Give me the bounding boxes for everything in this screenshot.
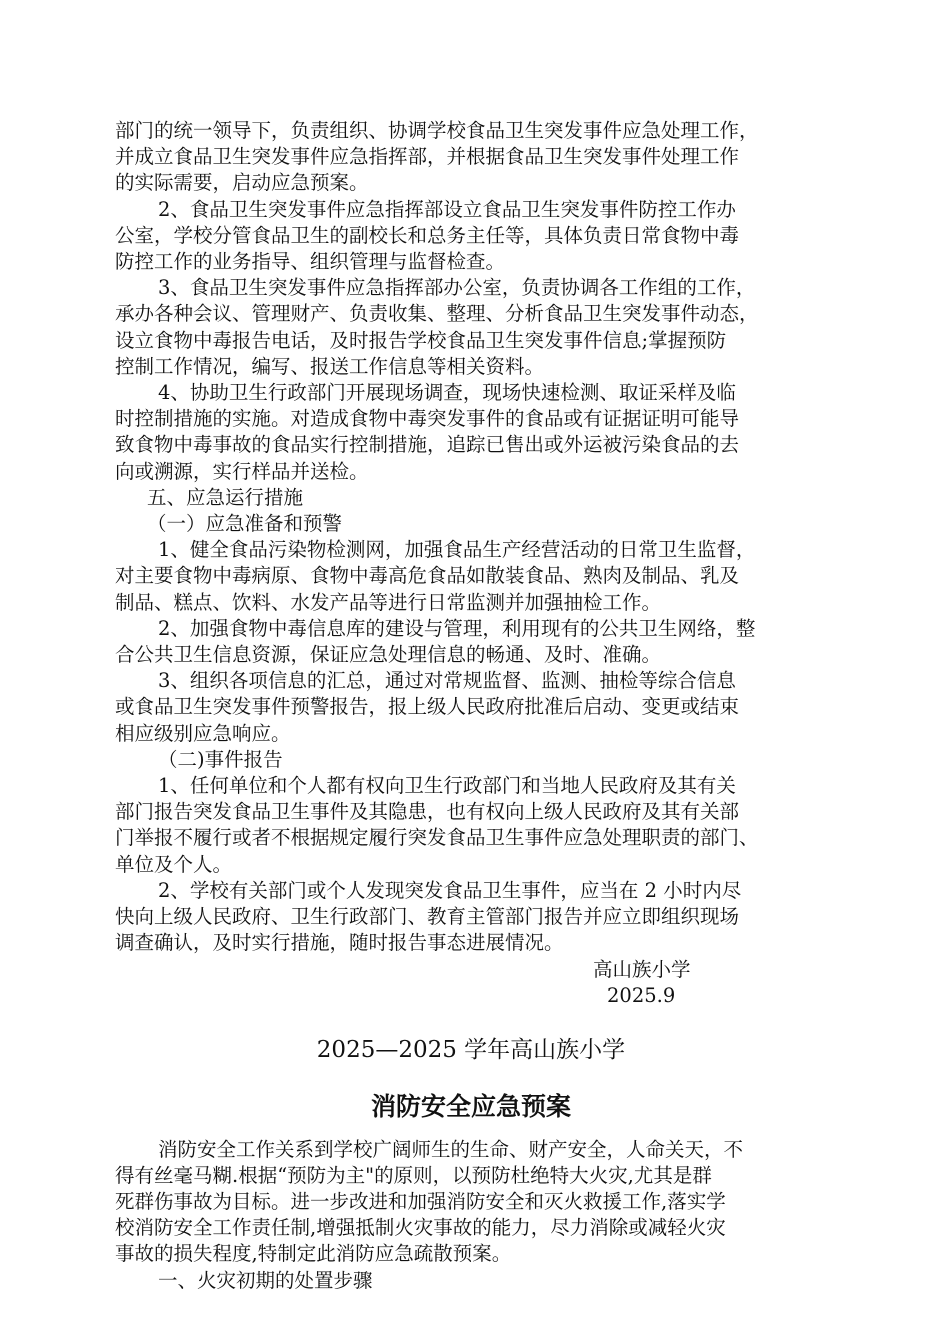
- text-line: 4、协助卫生行政部门开展现场调查，现场快速检测、取证采样及临: [158, 381, 736, 405]
- text-line: 承办各种会议、管理财产、负责收集、整理、分析食品卫生突发事件动态，: [115, 302, 759, 326]
- text-line: 相应级别应急响应。: [115, 721, 291, 745]
- text-line: 防控工作的业务指导、组织管理与监督检查。: [115, 250, 506, 274]
- paragraph-reporting-deadline: [115, 878, 845, 957]
- heading-text: 五、应急运行措施: [147, 485, 304, 509]
- text-line: 消防安全工作关系到学校广阔师生的生命、财产安全，人命关天，不: [158, 1137, 744, 1161]
- text-line: 制品、糕点、饮料、水发产品等进行日常监测并加强抽检工作。: [115, 590, 662, 614]
- document-page: [115, 118, 845, 1294]
- text-line: 事故的损失程度,特制定此消防应急疏散预案。: [115, 1242, 512, 1266]
- text-line: 对主要食物中毒病原、食物中毒高危食品如散装食品、熟肉及制品、乳及: [115, 564, 740, 588]
- text-line: 的实际需要，启动应急预案。: [115, 171, 369, 195]
- text-line: 1、任何单位和个人都有权向卫生行政部门和当地人民政府及其有关: [158, 774, 736, 798]
- heading-text: （二)事件报告: [158, 747, 283, 771]
- text-line: 向或溯源，实行样品并送检。: [115, 459, 369, 483]
- text-line: 死群伤事故为目标。进一步改进和加强消防安全和灭火救援工作,落实学: [115, 1189, 726, 1213]
- text-line: 校消防安全工作责任制,增强抵制火灾事故的能力，尽力消除或减轻火灾: [115, 1216, 726, 1240]
- text-line: 致食物中毒事故的食品实行控制措施，追踪已售出或外运被污染食品的去: [115, 433, 740, 457]
- text-line: 3、食品卫生突发事件应急指挥部办公室，负责协调各工作组的工作，: [158, 276, 756, 300]
- paragraph-monitoring-network: [115, 537, 845, 616]
- text-line: 门举报不履行或者不根据规定履行突发食品卫生事件应急处理职责的部门、: [115, 826, 759, 850]
- paragraph-information-summary: [115, 668, 845, 747]
- text-line: 设立食物中毒报告电话，及时报告学校食品卫生突发事件信息;掌握预防: [115, 328, 727, 352]
- text-line: 2、加强食物中毒信息库的建设与管理，利用现有的公共卫生网络，整: [158, 616, 756, 640]
- paragraph-item-2-office: [115, 197, 845, 276]
- section-heading-5: [115, 485, 845, 511]
- text-line: 时控制措施的实施。对造成食物中毒突发事件的食品或有证据证明可能导: [115, 407, 740, 431]
- text-line: 1、健全食品污染物检测网，加强食品生产经营活动的日常卫生监督，: [158, 538, 756, 562]
- signature-organization: 高山族小学: [593, 957, 691, 981]
- paragraph-item-3-office-duties: [115, 275, 845, 380]
- paragraph-command-structure: [115, 118, 845, 197]
- document-title: 消防安全应急预案: [370, 1091, 571, 1121]
- subsection-heading-5-2: [115, 747, 845, 773]
- text-line: 得有丝毫马糊.根据“预防为主"的原则，以预防杜绝特大火灾,尤其是群: [115, 1163, 712, 1187]
- text-line: 控制工作情况，编写、报送工作信息等相关资料。: [115, 354, 545, 378]
- signature-date: 2025.9: [607, 983, 676, 1007]
- paragraph-information-database: [115, 616, 845, 668]
- text-line: 合公共卫生信息资源，保证应急处理信息的畅通、及时、准确。: [115, 643, 662, 667]
- paragraph-reporting-rights: [115, 773, 845, 878]
- text-line: 部门报告突发食品卫生事件及其隐患，也有权向上级人民政府及其有关部: [115, 800, 740, 824]
- text-line: 或食品卫生突发事件预警报告，报上级人民政府批准后启动、变更或结束: [115, 695, 740, 719]
- text-line: 单位及个人。: [115, 852, 233, 876]
- heading-text: （一）应急准备和预警: [147, 512, 343, 536]
- paragraph-fire-safety-intro: [115, 1137, 845, 1268]
- paragraph-item-4-investigation: [115, 380, 845, 485]
- subsection-heading-5-1: [115, 511, 845, 537]
- document-subtitle: 2025—2025 学年高山族小学: [316, 1036, 626, 1063]
- text-line: 部门的统一领导下，负责组织、协调学校食品卫生突发事件应急处理工作，: [115, 119, 759, 142]
- text-line: 3、组织各项信息的汇总，通过对常规监督、监测、抽检等综合信息: [158, 669, 736, 693]
- text-line: 2、学校有关部门或个人发现突发食品卫生事件，应当在 2 小时内尽: [158, 878, 742, 902]
- text-line: 快向上级人民政府、卫生行政部门、教育主管部门报告并应立即组织现场: [115, 905, 740, 929]
- text-line: 并成立食品卫生突发事件应急指挥部，并根据食品卫生突发事件处理工作: [115, 145, 740, 169]
- text-line: 2、食品卫生突发事件应急指挥部设立食品卫生突发事件防控工作办: [158, 197, 736, 221]
- text-line: 公室，学校分管食品卫生的副校长和总务主任等，具体负责日常食物中毒: [115, 223, 740, 247]
- text-line: 调查确认，及时实行措施，随时报告事态进展情况。: [115, 931, 564, 955]
- heading-text: 一、火灾初期的处置步骤: [158, 1268, 373, 1292]
- section-heading-fire-1: [115, 1268, 845, 1294]
